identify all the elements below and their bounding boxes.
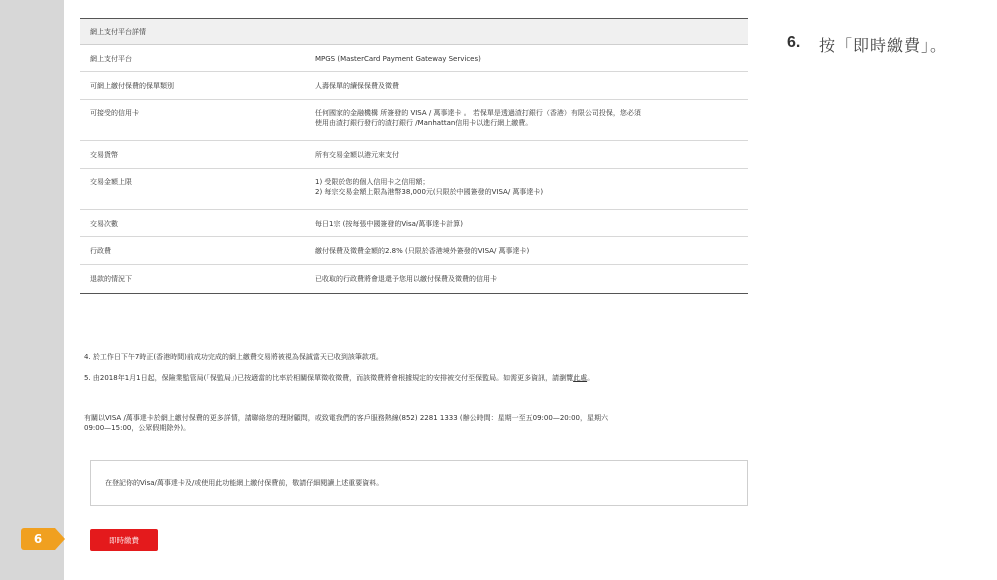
row-label: 交易貨幣 (90, 151, 118, 159)
table-header-text: 網上支付平台詳情 (90, 27, 146, 36)
table-row (80, 210, 748, 237)
row-label: 可接受的信用卡 (90, 109, 139, 117)
instruction-number: 6. (787, 34, 801, 51)
row-label: 可網上繳付保費的保單類別 (90, 82, 174, 90)
row-value: 人壽保單的續保保費及徵費 (315, 82, 399, 90)
instruction-text: 按「即時繳費」。 (819, 36, 948, 55)
row-label: 交易金額上限 (90, 178, 132, 186)
table-row (80, 100, 748, 141)
notice-text: 在登記你的Visa/萬事達卡及/或使用此功能網上繳付保費前，敬請仔細閱讀上述重要資料。 (105, 479, 384, 487)
row-label: 網上支付平台 (90, 55, 132, 63)
row-value-line-1: 任何國家的金融機構 所簽發的 VISA / 萬事達卡 。 若保單是透過渣打銀行（香港）有限公司投保，您必須 (315, 109, 641, 117)
contact-line-2: 09:00—15:00，公眾假期除外)。 (84, 424, 191, 432)
table-row (80, 141, 748, 169)
note-5-end: 。 (587, 374, 595, 382)
row-value: 已收取的行政費將會退還予您用以繳付保費及徵費的信用卡 (315, 275, 497, 283)
table-header (80, 19, 748, 45)
row-value (315, 177, 748, 197)
row-label: 交易次數 (90, 220, 118, 228)
arrow-right-icon (55, 528, 65, 550)
table-row (80, 45, 748, 72)
row-value: MPGS (MasterCard Payment Gateway Services) (315, 55, 481, 63)
row-label: 退款的情況下 (90, 275, 132, 283)
step-marker-badge: 6 (21, 528, 55, 550)
row-value: 繳付保費及徵費金額的2.8% (只限於香港境外簽發的VISA/ 萬事達卡) (315, 247, 530, 255)
table-row (80, 169, 748, 210)
contact-line-1: 有關以VISA /萬事達卡於網上繳付保費的更多詳情，請聯絡您的理財顧問，或致電我們的客戶服務熱線(852) 2281 1333 (辦公時間：星期一至五09:00—20:00，星期六 (84, 414, 609, 422)
contact-info (84, 413, 608, 433)
here-link[interactable]: 此處 (573, 374, 588, 382)
note-5-text: 5. 由2018年1月1日起，保險業監管局(「保監局」)已按適當的比率於相關保單徵收徵費，而該徵費將會根據規定的安排被交付至保監局。如需更多資訊，請瀏覽 (84, 374, 574, 382)
note-4: 4. 於工作日下午7時正(香港時間)前成功完成的網上繳費交易將被視為保誠當天已收到該筆款項。 (84, 353, 383, 361)
page-content (64, 0, 769, 580)
row-label: 行政費 (90, 247, 111, 255)
table-row (80, 72, 748, 100)
row-value-line-2: 使用由渣打銀行發行的渣打銀行 /Manhattan信用卡以進行網上繳費。 (315, 119, 533, 127)
row-value: 每日1宗 (按每張中國簽發的Visa/萬事達卡計算) (315, 220, 464, 228)
table-row (80, 265, 748, 293)
pay-now-button[interactable]: 即時繳費 (90, 529, 158, 551)
important-notice-box (90, 460, 748, 506)
payment-platform-table (80, 18, 748, 294)
row-value (315, 108, 748, 128)
note-5 (84, 373, 594, 383)
table-row (80, 237, 748, 265)
row-value-line-1: 1) 受限於您的個人信用卡之信用額； (315, 178, 430, 186)
row-value: 所有交易金額以港元來支付 (315, 151, 399, 159)
row-value-line-2: 2) 每宗交易金額上限為港幣38,000元(只限於中國簽發的VISA/ 萬事達卡) (315, 188, 544, 196)
left-gutter (0, 0, 64, 580)
